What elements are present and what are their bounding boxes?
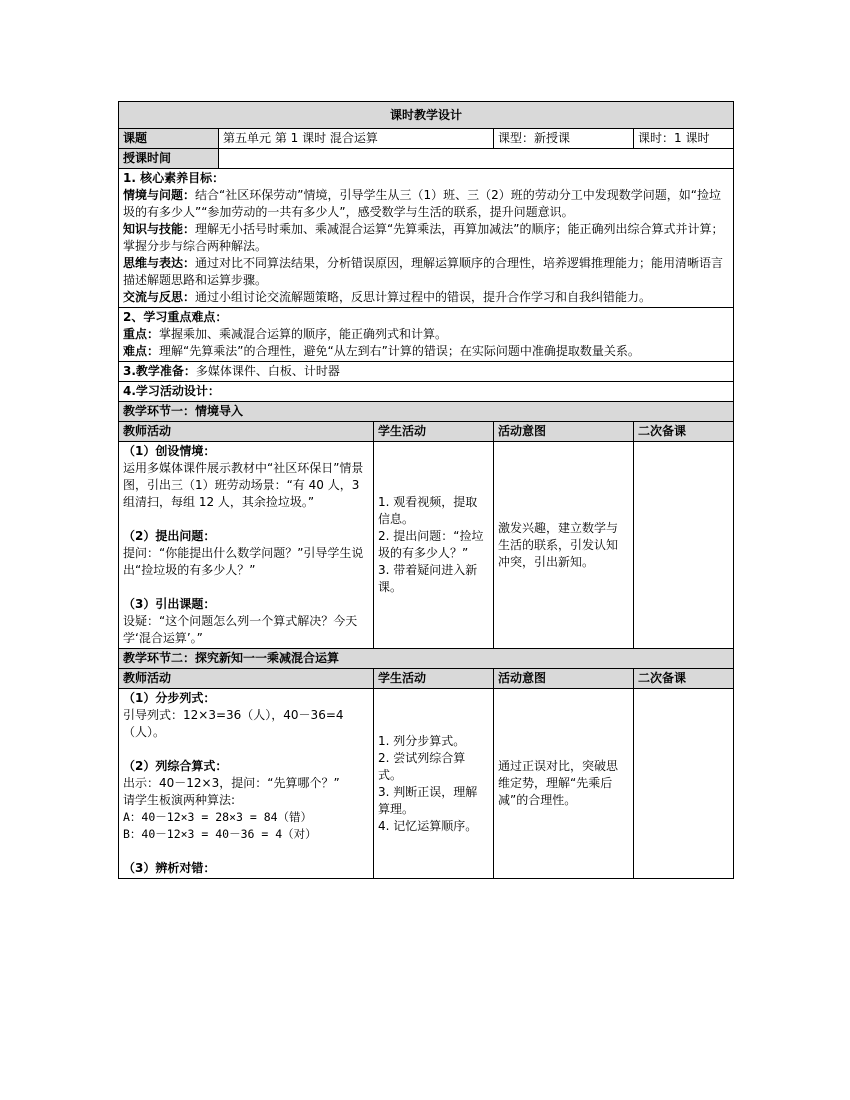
student-step: 3. 判断正误，理解算理。 — [378, 784, 478, 816]
step-label: （2）列综合算式： — [123, 759, 228, 773]
step-text: 出示：40－12×3，提问：“先算哪个？” — [123, 776, 340, 790]
time-value — [219, 149, 734, 169]
student-step: 1. 观看视频，提取信息。 — [378, 495, 478, 526]
col-notes-header: 二次备课 — [634, 669, 734, 689]
step-text: 运用多媒体课件展示教材中“社区环保日”情景图，引出三（1）班劳动场景：“有 40 人，3 组清扫，每组 12 人，其余捡垃圾。” — [123, 461, 364, 509]
section1-teacher — [119, 442, 374, 649]
section2-heading: 教学环节二：探究新知一一乘减混合运算 — [119, 649, 734, 669]
lesson-plan — [118, 101, 733, 879]
section1-student — [374, 442, 494, 649]
student-step: 4. 记忆运算顺序。 — [378, 818, 478, 833]
goals-section — [119, 169, 734, 308]
algorithm-b: B：40－12×3 = 40－36 = 4（对） — [123, 827, 317, 841]
lesson-plan-table — [118, 101, 734, 879]
section2-teacher — [119, 689, 374, 879]
col-notes-header: 二次备课 — [634, 422, 734, 442]
col-student-header: 学生活动 — [374, 669, 494, 689]
col-teacher-header: 教师活动 — [119, 669, 374, 689]
keypoint-item: 难点：理解“先算乘法”的合理性，避免“从左到右”计算的错误；在实际问题中准确提取数量关系。 — [123, 344, 640, 358]
prep-row: 3.教学准备：多媒体课件、白板、计时器 — [119, 362, 734, 382]
section2-notes — [634, 689, 734, 879]
topic-label: 课题 — [119, 129, 219, 149]
keypoints-section — [119, 308, 734, 362]
lesson-type: 课型：新授课 — [494, 129, 634, 149]
time-label: 授课时间 — [119, 149, 219, 169]
design-heading: 4.学习活动设计： — [119, 382, 734, 402]
section2-intent: 通过正误对比，突破思维定势，理解“先乘后减”的合理性。 — [494, 689, 634, 879]
col-teacher-header: 教师活动 — [119, 422, 374, 442]
step-label: （2）提出问题： — [123, 529, 216, 543]
keypoint-item: 重点：掌握乘加、乘减混合运算的顺序，能正确列式和计算。 — [123, 327, 448, 341]
topic-value: 第五单元 第 1 课时 混合运算 — [219, 129, 494, 149]
section2-student — [374, 689, 494, 879]
step-label: （1）分步列式： — [123, 691, 216, 705]
section1-intent: 激发兴趣，建立数学与生活的联系，引发认知冲突，引出新知。 — [494, 442, 634, 649]
goal-item: 知识与技能：理解无小括号时乘加、乘减混合运算“先算乘法，再算加减法”的顺序；能正确列出综合算式并计算；掌握分步与综合两种解法。 — [123, 222, 724, 253]
student-step: 3. 带着疑问进入新课。 — [378, 563, 478, 594]
section1-heading: 教学环节一：情境导入 — [119, 402, 734, 422]
goal-item: 交流与反思：通过小组讨论交流解题策略，反思计算过程中的错误，提升合作学习和自我纠错能力。 — [123, 290, 652, 304]
goals-heading: 1. 核心素养目标： — [123, 171, 225, 185]
step-text: 设疑：“这个问题怎么列一个算式解决？今天学‘混合运算’。” — [123, 614, 358, 645]
col-intent-header: 活动意图 — [494, 422, 634, 442]
student-step: 2. 尝试列综合算式。 — [378, 750, 466, 782]
step-label: （1）创设情境： — [123, 444, 216, 458]
goal-item: 情境与问题：结合“社区环保劳动”情境，引导学生从三（1）班、三（2）班的劳动分工中发现数学问题，如“捡垃圾的有多少人”“参加劳动的一共有多少人”，感受数学与生活的联系，提升问题意识。 — [123, 188, 721, 219]
goal-item: 思维与表达：通过对比不同算法结果，分析错误原因，理解运算顺序的合理性，培养逻辑推理能力；能用清晰语言描述解题思路和运算步骤。 — [123, 256, 724, 287]
algorithm-a: A：40－12×3 = 28×3 = 84（错） — [123, 810, 313, 824]
step-text: 引导列式：12×3=36（人），40－36=4（人）。 — [123, 708, 344, 739]
lesson-hours: 课时：1 课时 — [634, 129, 734, 149]
step-text: 提问：“你能提出什么数学问题？”引导学生说出“捡垃圾的有多少人？” — [123, 546, 364, 577]
col-student-header: 学生活动 — [374, 422, 494, 442]
section1-notes — [634, 442, 734, 649]
keypoints-heading: 2、学习重点难点： — [123, 310, 228, 324]
step-text: 请学生板演两种算法: — [123, 793, 236, 807]
step-label: （3）引出课题： — [123, 597, 216, 611]
step-label: （3）辨析对错： — [123, 861, 216, 875]
col-intent-header: 活动意图 — [494, 669, 634, 689]
student-step: 2. 提出问题：“捡垃圾的有多少人？” — [378, 529, 484, 560]
page-title: 课时教学设计 — [119, 102, 734, 129]
student-step: 1. 列分步算式。 — [378, 733, 466, 748]
